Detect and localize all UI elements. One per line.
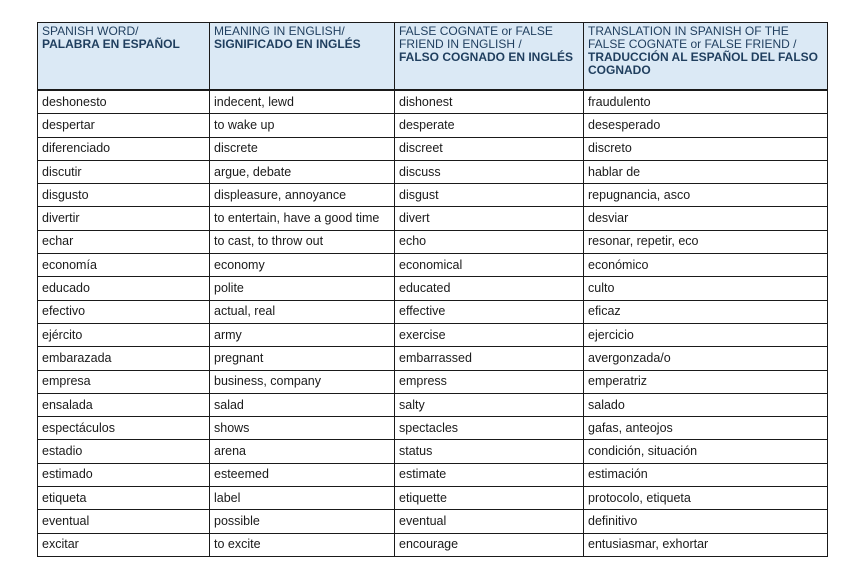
table-row	[38, 207, 828, 230]
cell-translation: condición, situación	[584, 440, 828, 463]
cell-meaning-english: to excite	[210, 533, 395, 556]
cell-spanish-word: excitar	[38, 533, 210, 556]
table-row	[38, 184, 828, 207]
table-row	[38, 533, 828, 556]
cell-meaning-english: possible	[210, 510, 395, 533]
cell-spanish-word: educado	[38, 277, 210, 300]
cell-translation: repugnancia, asco	[584, 184, 828, 207]
cell-false-cognate: spectacles	[395, 417, 584, 440]
table-row	[38, 277, 828, 300]
cell-false-cognate: discreet	[395, 137, 584, 160]
table-row	[38, 160, 828, 183]
header-en: TRANSLATION IN SPANISH OF THE FALSE COGNATE or FALSE FRIEND /	[588, 24, 797, 51]
cell-false-cognate: disgust	[395, 184, 584, 207]
cell-false-cognate: exercise	[395, 323, 584, 346]
header-row	[38, 23, 828, 91]
cell-translation: económico	[584, 254, 828, 277]
cell-false-cognate: economical	[395, 254, 584, 277]
cell-meaning-english: to wake up	[210, 114, 395, 137]
cell-meaning-english: indecent, lewd	[210, 90, 395, 114]
cell-translation: fraudulento	[584, 90, 828, 114]
cell-false-cognate: status	[395, 440, 584, 463]
table-row	[38, 487, 828, 510]
table-row	[38, 90, 828, 114]
cell-meaning-english: discrete	[210, 137, 395, 160]
cell-spanish-word: espectáculos	[38, 417, 210, 440]
cell-false-cognate: salty	[395, 393, 584, 416]
cell-spanish-word: etiqueta	[38, 487, 210, 510]
cell-meaning-english: polite	[210, 277, 395, 300]
cell-spanish-word: embarazada	[38, 347, 210, 370]
cell-meaning-english: pregnant	[210, 347, 395, 370]
cell-meaning-english: arena	[210, 440, 395, 463]
cell-translation: avergonzada/o	[584, 347, 828, 370]
table-row	[38, 347, 828, 370]
cell-translation: eficaz	[584, 300, 828, 323]
cell-spanish-word: ejército	[38, 323, 210, 346]
table-row	[38, 370, 828, 393]
header-es: SIGNIFICADO EN INGLÉS	[214, 37, 361, 51]
table-row	[38, 323, 828, 346]
cell-false-cognate: effective	[395, 300, 584, 323]
cell-translation: gafas, anteojos	[584, 417, 828, 440]
header-en: SPANISH WORD/	[42, 24, 139, 38]
cell-spanish-word: discutir	[38, 160, 210, 183]
cell-meaning-english: business, company	[210, 370, 395, 393]
header-translation	[584, 23, 828, 91]
table-row	[38, 230, 828, 253]
header-meaning-english	[210, 23, 395, 91]
cell-spanish-word: disgusto	[38, 184, 210, 207]
cell-spanish-word: empresa	[38, 370, 210, 393]
cell-meaning-english: army	[210, 323, 395, 346]
cell-spanish-word: deshonesto	[38, 90, 210, 114]
cell-translation: hablar de	[584, 160, 828, 183]
cell-translation: culto	[584, 277, 828, 300]
cell-meaning-english: salad	[210, 393, 395, 416]
table-row	[38, 114, 828, 137]
header-en: FALSE COGNATE or FALSE FRIEND IN ENGLISH /	[399, 24, 553, 51]
table-row	[38, 440, 828, 463]
header-es: TRADUCCIÓN AL ESPAÑOL DEL FALSO COGNADO	[588, 50, 819, 77]
cell-meaning-english: displeasure, annoyance	[210, 184, 395, 207]
cell-spanish-word: ensalada	[38, 393, 210, 416]
cell-meaning-english: argue, debate	[210, 160, 395, 183]
cell-spanish-word: despertar	[38, 114, 210, 137]
cell-spanish-word: estadio	[38, 440, 210, 463]
cell-translation: ejercicio	[584, 323, 828, 346]
cell-meaning-english: actual, real	[210, 300, 395, 323]
cell-translation: resonar, repetir, eco	[584, 230, 828, 253]
cell-meaning-english: to entertain, have a good time	[210, 207, 395, 230]
cell-translation: estimación	[584, 463, 828, 486]
header-es: FALSO COGNADO EN INGLÉS	[399, 50, 574, 64]
table-row	[38, 300, 828, 323]
cell-false-cognate: embarrassed	[395, 347, 584, 370]
cell-translation: definitivo	[584, 510, 828, 533]
cell-meaning-english: esteemed	[210, 463, 395, 486]
header-es: PALABRA EN ESPAÑOL	[42, 37, 180, 51]
header-false-cognate	[395, 23, 584, 91]
cell-meaning-english: to cast, to throw out	[210, 230, 395, 253]
cell-false-cognate: educated	[395, 277, 584, 300]
table-body	[38, 90, 828, 556]
cell-translation: protocolo, etiqueta	[584, 487, 828, 510]
cell-false-cognate: encourage	[395, 533, 584, 556]
table-row	[38, 463, 828, 486]
cell-false-cognate: estimate	[395, 463, 584, 486]
cell-meaning-english: economy	[210, 254, 395, 277]
cell-translation: discreto	[584, 137, 828, 160]
cell-spanish-word: diferenciado	[38, 137, 210, 160]
cell-translation: desviar	[584, 207, 828, 230]
cell-spanish-word: eventual	[38, 510, 210, 533]
cell-spanish-word: economía	[38, 254, 210, 277]
cell-false-cognate: divert	[395, 207, 584, 230]
table-row	[38, 510, 828, 533]
cell-false-cognate: eventual	[395, 510, 584, 533]
header-en: MEANING IN ENGLISH/	[214, 24, 345, 38]
cell-spanish-word: divertir	[38, 207, 210, 230]
cell-meaning-english: shows	[210, 417, 395, 440]
cell-false-cognate: empress	[395, 370, 584, 393]
cell-false-cognate: dishonest	[395, 90, 584, 114]
cell-false-cognate: desperate	[395, 114, 584, 137]
header-spanish-word	[38, 23, 210, 91]
cell-translation: entusiasmar, exhortar	[584, 533, 828, 556]
cell-spanish-word: efectivo	[38, 300, 210, 323]
cell-false-cognate: echo	[395, 230, 584, 253]
table-row	[38, 137, 828, 160]
cell-meaning-english: label	[210, 487, 395, 510]
cell-translation: salado	[584, 393, 828, 416]
table-row	[38, 393, 828, 416]
cell-spanish-word: estimado	[38, 463, 210, 486]
table-row	[38, 254, 828, 277]
cell-translation: desesperado	[584, 114, 828, 137]
cell-false-cognate: discuss	[395, 160, 584, 183]
cell-false-cognate: etiquette	[395, 487, 584, 510]
table-row	[38, 417, 828, 440]
cell-translation: emperatriz	[584, 370, 828, 393]
cell-spanish-word: echar	[38, 230, 210, 253]
false-cognates-table	[37, 22, 828, 557]
